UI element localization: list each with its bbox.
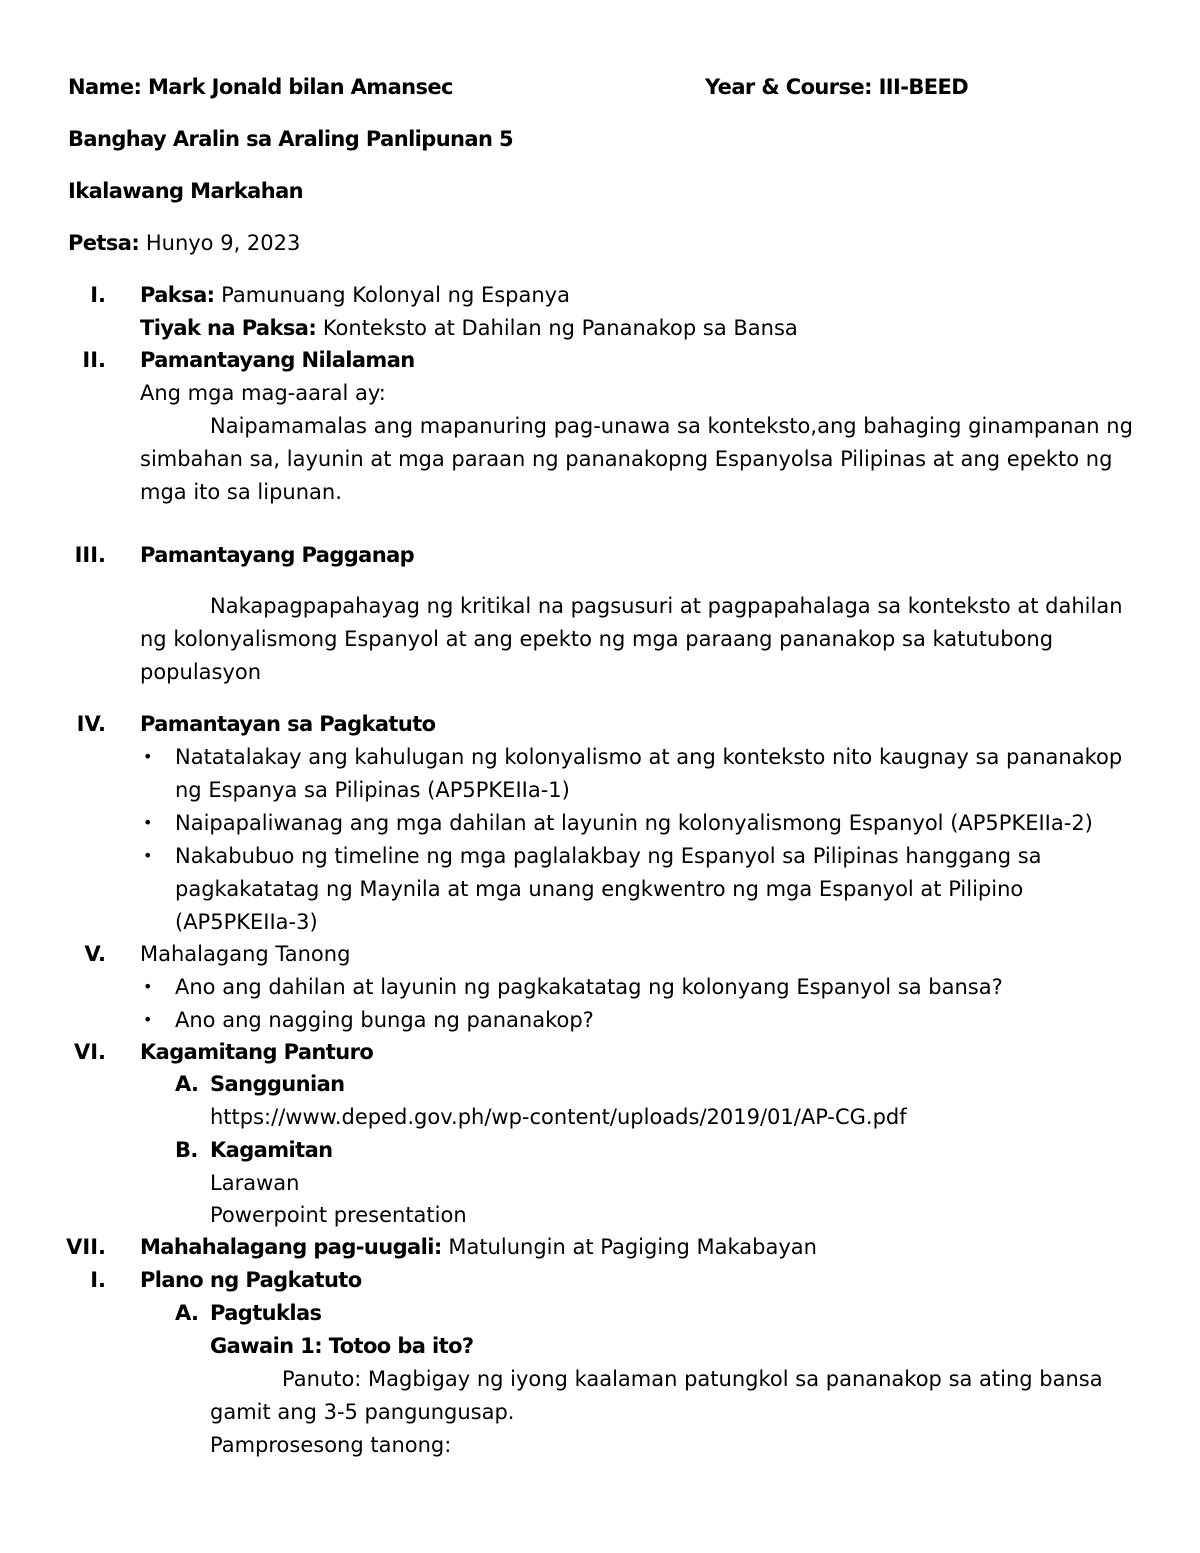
content-standard-text: mga ito sa lipunan. <box>140 480 342 504</box>
specific-topic-line <box>140 315 798 341</box>
section-numeral: III. <box>74 543 106 567</box>
material-item: Larawan <box>210 1171 300 1195</box>
essential-question: Ano ang nagging bunga ng pananakop? <box>175 1008 594 1032</box>
competency-item: pagkakatatag ng Maynila at mga unang engkwentro ng mga Espanyol at Pilipino <box>175 877 1024 901</box>
quarter-label: Ikalawang Markahan <box>68 179 304 203</box>
specific-topic-value: Konteksto at Dahilan ng Pananakop sa Bansa <box>322 316 798 340</box>
performance-standard-text: populasyon <box>140 660 262 684</box>
content-standard-text: Naipamamalas ang mapanuring pag-unawa sa konteksto,ang bahaging ginampanan ng <box>210 414 1133 438</box>
learning-plan-heading: Plano ng Pagkatuto <box>140 1268 362 1292</box>
section-numeral: IV. <box>76 712 106 736</box>
activity-instructions: gamit ang 3-5 pangungusap. <box>210 1400 515 1424</box>
activity-instructions: Panuto: Magbigay ng iyong kaalaman patungkol sa pananakop sa ating bansa <box>282 1367 1103 1391</box>
competency-item: Naipapaliwanag ang mga dahilan at layunin ng kolonyalismong Espanyol (AP5PKEIIa-2) <box>175 811 1093 835</box>
content-standard-intro: Ang mga mag-aaral ay: <box>140 381 386 405</box>
course-line <box>705 74 968 100</box>
subsection-letter: A. <box>175 1072 199 1096</box>
specific-topic-label: Tiyak na Paksa: <box>140 316 317 340</box>
topic-label: Paksa: <box>140 283 215 307</box>
values-line <box>140 1234 817 1260</box>
values-value: Matulungin at Pagiging Makabayan <box>448 1235 817 1259</box>
competency-item: Nakabubuo ng timeline ng mga paglalakbay ng Espanyol sa Pilipinas hanggang sa <box>175 844 1042 868</box>
activity-title: Gawain 1: Totoo ba ito? <box>210 1334 474 1358</box>
date-line <box>68 230 300 256</box>
bullet-icon: • <box>143 977 153 996</box>
discovery-label: Pagtuklas <box>210 1301 322 1325</box>
name-label: Name: <box>68 75 142 99</box>
competency-item: ng Espanya sa Pilipinas (AP5PKEIIa-1) <box>175 778 570 802</box>
section-numeral: VI. <box>73 1040 106 1064</box>
bullet-icon: • <box>143 1010 153 1029</box>
name-value: Mark Jonald bilan Amansec <box>147 75 453 99</box>
values-label: Mahahalagang pag-uugali: <box>140 1235 442 1259</box>
performance-standard-heading: Pamantayang Pagganap <box>140 543 415 567</box>
performance-standard-text: ng kolonyalismong Espanyol at ang epekto ng mga paraang pananakop sa katutubong <box>140 627 1054 651</box>
bullet-icon: • <box>143 846 153 865</box>
essential-question: Ano ang dahilan at layunin ng pagkakatatag ng kolonyang Espanyol sa bansa? <box>175 975 1003 999</box>
name-line <box>68 74 453 100</box>
subsection-letter: B. <box>175 1138 198 1162</box>
reference-url: https://www.deped.gov.ph/wp-content/uploads/2019/01/AP-CG.pdf <box>210 1105 907 1129</box>
material-item: Powerpoint presentation <box>210 1203 467 1227</box>
essential-questions-heading: Mahalagang Tanong <box>140 942 351 966</box>
bullet-icon: • <box>143 813 153 832</box>
course-label: Year & Course: <box>705 75 872 99</box>
date-value: Hunyo 9, 2023 <box>145 231 301 255</box>
topic-line <box>140 282 570 308</box>
section-numeral: I. <box>90 1268 106 1292</box>
section-numeral: VII. <box>66 1235 106 1259</box>
materials-heading: Kagamitang Panturo <box>140 1040 374 1064</box>
performance-standard-text: Nakapagpapahayag ng kritikal na pagsusuri at pagpapahalaga sa konteksto at dahilan <box>210 594 1123 618</box>
section-numeral: II. <box>82 348 106 372</box>
topic-value: Pamunuang Kolonyal ng Espanya <box>221 283 570 307</box>
references-label: Sanggunian <box>210 1072 345 1096</box>
date-label: Petsa: <box>68 231 140 255</box>
materials-label: Kagamitan <box>210 1138 333 1162</box>
content-standard-text: simbahan sa, layunin at mga paraan ng pananakopng Espanyolsa Pilipinas at ang epekto ng <box>140 447 1113 471</box>
lesson-plan-title: Banghay Aralin sa Araling Panlipunan 5 <box>68 127 514 151</box>
section-numeral: I. <box>90 283 106 307</box>
competency-item: (AP5PKEIIa-3) <box>175 910 318 934</box>
section-numeral: V. <box>84 942 106 966</box>
course-value: III-BEED <box>878 75 969 99</box>
content-standard-heading: Pamantayang Nilalaman <box>140 348 415 372</box>
processing-questions-label: Pamprosesong tanong: <box>210 1433 452 1457</box>
competency-item: Natatalakay ang kahulugan ng kolonyalismo at ang konteksto nito kaugnay sa pananakop <box>175 745 1123 769</box>
subsection-letter: A. <box>175 1301 199 1325</box>
learning-competencies-heading: Pamantayan sa Pagkatuto <box>140 712 436 736</box>
bullet-icon: • <box>143 747 153 766</box>
